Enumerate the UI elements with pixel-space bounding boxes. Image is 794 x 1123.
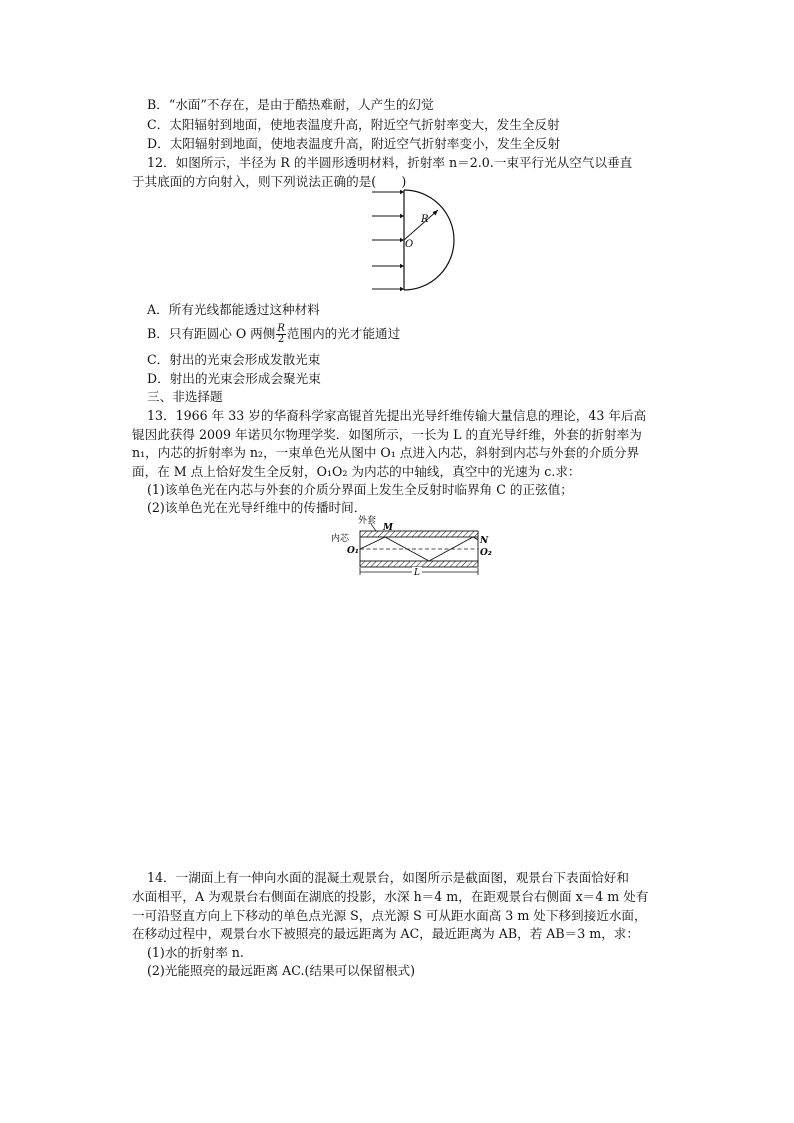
- q13-line2: 锟因此获得 2009 年诺贝尔物理学奖．如图所示，一长为 L 的直光导纤维，外套的折射率为: [132, 427, 642, 442]
- q13-line3: n₁，内芯的折射率为 n₂，一束单色光从图中 O₁ 点进入内芯，斜射到内芯与外套的介质分界: [132, 445, 640, 460]
- q13-optical-fiber-figure: [328, 513, 498, 578]
- q11-option-d: D．太阳辐射到地面，使地表温度升高，附近空气折射率变小，发生全反射: [147, 136, 561, 151]
- section-heading: 三、非选择题: [147, 389, 223, 404]
- q12-option-b-post: 范围内的光才能通过: [286, 326, 401, 341]
- ray-arrowheads: [400, 190, 404, 291]
- q12-option-a: A．所有光线都能透过这种材料: [147, 302, 320, 317]
- r-over-2-fraction: [276, 324, 286, 345]
- point-m-label: M: [383, 523, 393, 533]
- outer-cladding-bottom: [360, 561, 478, 567]
- q14-line3: 一可沿竖直方向上下移动的单色点光源 S，点光源 S 可从距水面高 3 m 处下移到接近水面，: [132, 908, 647, 923]
- q14-line2: 水面相平，A 为观景台右侧面在湖底的投影，水深 h＝4 m，在距观景台右侧面 x＝4 m 处有: [132, 889, 649, 904]
- incident-rays: [372, 192, 400, 289]
- q12-option-b: [147, 324, 400, 345]
- q13-line1: 13．1966 年 33 岁的华裔科学家高锟首先提出光导纤维传输大量信息的理论，43 年后高: [147, 408, 647, 423]
- q14-sub1: (1)水的折射率 n.: [147, 945, 244, 960]
- fraction-denominator: 2: [277, 334, 285, 345]
- center-label: O: [405, 239, 414, 250]
- outer-cladding-top: [360, 531, 478, 537]
- point-o1-label: O₁: [347, 546, 359, 556]
- core-label: 内芯: [331, 534, 350, 544]
- q12-stem-line2: 于其底面的方向射入，则下列说法正确的是( ): [132, 174, 407, 189]
- fraction-numerator: R: [277, 323, 285, 334]
- q13-sub2: (2)该单色光在光导纤维中的传播时间．: [147, 500, 367, 515]
- length-label: L: [414, 568, 420, 578]
- point-o2-label: O₂: [480, 548, 492, 558]
- q14-sub2: (2)光能照亮的最远距离 AC.(结果可以保留根式): [147, 963, 416, 978]
- outer-label: 外套: [358, 516, 377, 526]
- q14-line1: 14．一湖面上有一伸向水面的混凝土观景台，如图所示是截面图，观景台下表面恰好和: [147, 870, 629, 885]
- q12-stem-line1: 12．如图所示，半径为 R 的半圆形透明材料，折射率 n＝2.0.一束平行光从空气以垂直: [147, 155, 633, 170]
- radius-label: R: [421, 214, 429, 225]
- q13-sub1: (1)该单色光在内芯与外套的介质分界面上发生全反射时临界角 C 的正弦值；: [147, 482, 573, 497]
- q13-line4: 面，在 M 点上恰好发生全反射，O₁O₂ 为内芯的中轴线，真空中的光速为 c.求：: [132, 464, 581, 479]
- q14-line4: 在移动过程中，观景台水下被照亮的最远距离为 AC，最近距离为 AB，若 AB＝3 m，求：: [132, 926, 639, 941]
- q12-option-b-pre: B．只有距圆心 O 两侧: [147, 326, 276, 341]
- q12-semicircle-figure: [360, 186, 480, 294]
- q12-option-d: D．射出的光束会形成会聚光束: [147, 371, 321, 386]
- point-n-label: N: [480, 536, 489, 546]
- q12-option-c: C．射出的光束会形成发散光束: [147, 352, 321, 367]
- q11-option-c: C．太阳辐射到地面，使地表温度升高，附近空气折射率变大，发生全反射: [147, 117, 560, 132]
- q11-option-b: B．“水面”不存在，是由于酷热难耐，人产生的幻觉: [147, 97, 434, 112]
